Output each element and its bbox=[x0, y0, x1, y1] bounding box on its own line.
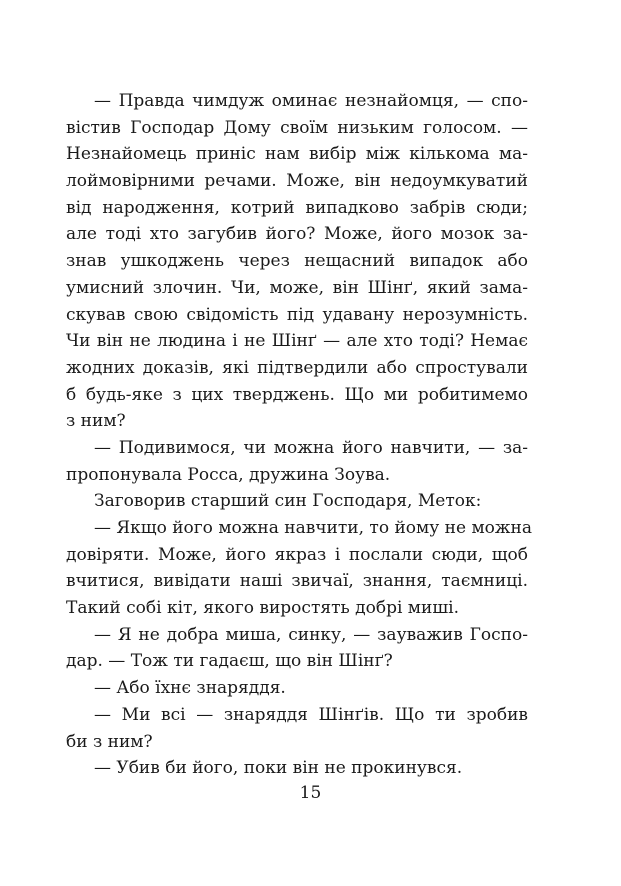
text-line: знав ушкоджень через нещасний випадок або bbox=[66, 251, 528, 272]
text-line: — Або їхнє знаряддя. bbox=[94, 678, 286, 699]
text-line: Заговорив старший син Господаря, Меток: bbox=[94, 491, 482, 512]
body-text bbox=[66, 88, 533, 782]
text-line: Незнайомець приніс нам вибір між кількома ма- bbox=[66, 144, 528, 165]
text-line: — Подивимося, чи можна його навчити, — за- bbox=[94, 437, 528, 458]
text-line: вчитися, вивідати наші звичаї, знання, таємниці. bbox=[66, 571, 528, 592]
text-line: дар. — Тож ти гадаєш, що він Шінґ? bbox=[66, 651, 393, 672]
text-line: скував свою свідомість під удавану нерозумність. bbox=[66, 304, 528, 325]
text-line: — Я не добра миша, синку, — зауважив Госпо- bbox=[94, 624, 528, 645]
text-line: але тоді хто загубив його? Може, його мозок за- bbox=[66, 224, 528, 245]
text-line: пропонувала Росса, дружина Зоува. bbox=[66, 464, 391, 485]
text-line: з ним? bbox=[66, 411, 126, 432]
text-line: від народження, котрий випадково забрів сюди; bbox=[66, 197, 528, 218]
text-line: лоймовірними речами. Може, він недоумкуватий bbox=[66, 171, 528, 192]
text-line: — Ми всі — знаряддя Шінґів. Що ти зробив bbox=[94, 704, 528, 725]
text-line: Чи він не людина і не Шінґ — але хто тоді? Немає bbox=[66, 331, 528, 352]
text-line: — Убив би його, поки він не прокинувся. bbox=[94, 758, 463, 779]
text-line: вістив Господар Дому своїм низьким голосом. — bbox=[66, 117, 528, 138]
text-line: — Якщо його можна навчити, то йому не можна bbox=[94, 518, 533, 538]
text-line: довіряти. Може, його якраз і послали сюди, щоб bbox=[66, 544, 528, 565]
text-line: умисний злочин. Чи, може, він Шінґ, який зама- bbox=[66, 277, 528, 298]
text-line: би з ним? bbox=[66, 731, 153, 752]
text-line: — Правда чимдуж оминає незнайомця, — спо- bbox=[94, 91, 528, 111]
page-number: 15 bbox=[299, 783, 322, 803]
text-line: Такий собі кіт, якого виростять добрі миші. bbox=[66, 598, 459, 619]
text-line: жодних доказів, які підтвердили або спростували bbox=[66, 357, 528, 378]
text-line: б будь-яке з цих тверджень. Що ми робитимемо bbox=[66, 384, 528, 405]
